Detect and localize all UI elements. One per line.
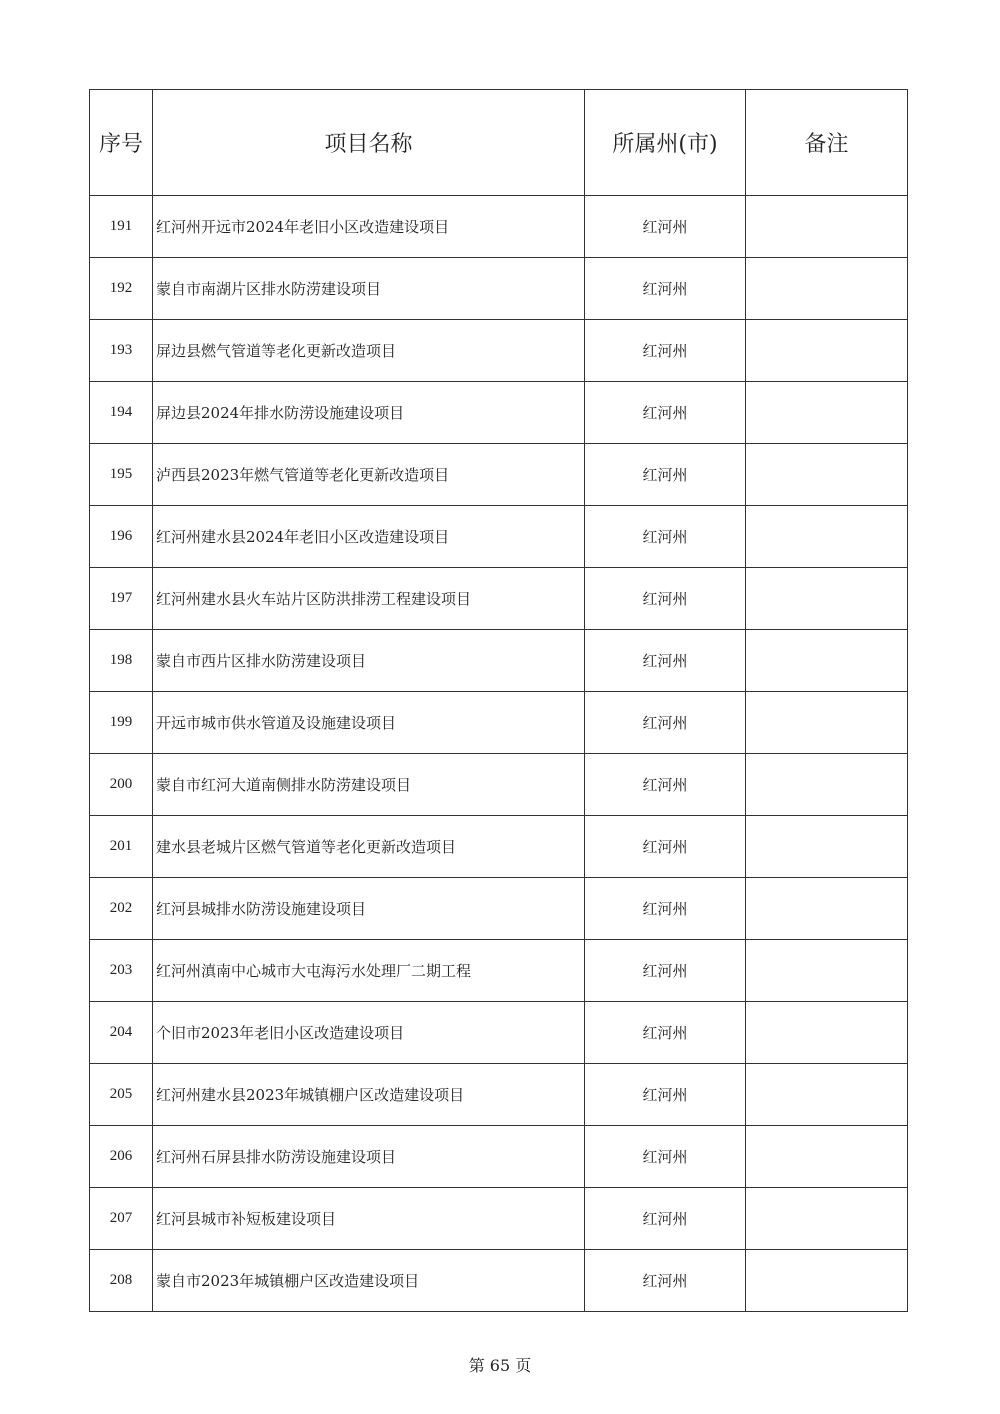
cell-note bbox=[746, 568, 908, 630]
table-row bbox=[90, 320, 908, 382]
table-row bbox=[90, 1188, 908, 1250]
table-row bbox=[90, 258, 908, 320]
cell-note bbox=[746, 444, 908, 506]
cell-prefecture: 红河州 bbox=[585, 258, 746, 320]
table-row bbox=[90, 816, 908, 878]
cell-note bbox=[746, 754, 908, 816]
table-row bbox=[90, 1002, 908, 1064]
cell-note bbox=[746, 878, 908, 940]
cell-serial-number: 205 bbox=[90, 1064, 153, 1126]
cell-note bbox=[746, 1002, 908, 1064]
cell-project-name: 红河县城排水防涝设施建设项目 bbox=[153, 878, 585, 940]
cell-serial-number: 206 bbox=[90, 1126, 153, 1188]
cell-project-name: 蒙自市2023年城镇棚户区改造建设项目 bbox=[153, 1250, 585, 1312]
cell-serial-number: 195 bbox=[90, 444, 153, 506]
cell-serial-number: 204 bbox=[90, 1002, 153, 1064]
cell-serial-number: 196 bbox=[90, 506, 153, 568]
cell-prefecture: 红河州 bbox=[585, 506, 746, 568]
cell-note bbox=[746, 320, 908, 382]
cell-prefecture: 红河州 bbox=[585, 1002, 746, 1064]
table-row bbox=[90, 196, 908, 258]
cell-project-name: 泸西县2023年燃气管道等老化更新改造项目 bbox=[153, 444, 585, 506]
table-row bbox=[90, 692, 908, 754]
cell-project-name: 红河州开远市2024年老旧小区改造建设项目 bbox=[153, 196, 585, 258]
cell-prefecture: 红河州 bbox=[585, 1250, 746, 1312]
header-project-name: 项目名称 bbox=[153, 90, 585, 196]
header-row bbox=[90, 90, 908, 196]
cell-prefecture: 红河州 bbox=[585, 1126, 746, 1188]
table-row bbox=[90, 1250, 908, 1312]
cell-prefecture: 红河州 bbox=[585, 940, 746, 1002]
cell-serial-number: 201 bbox=[90, 816, 153, 878]
table-header bbox=[90, 90, 908, 196]
cell-serial-number: 193 bbox=[90, 320, 153, 382]
table-row bbox=[90, 1126, 908, 1188]
cell-prefecture: 红河州 bbox=[585, 320, 746, 382]
table-body bbox=[90, 196, 908, 1312]
cell-serial-number: 208 bbox=[90, 1250, 153, 1312]
cell-serial-number: 200 bbox=[90, 754, 153, 816]
page-number: 第 65 页 bbox=[468, 1356, 532, 1375]
cell-prefecture: 红河州 bbox=[585, 444, 746, 506]
cell-prefecture: 红河州 bbox=[585, 382, 746, 444]
table-row bbox=[90, 568, 908, 630]
cell-serial-number: 207 bbox=[90, 1188, 153, 1250]
cell-serial-number: 197 bbox=[90, 568, 153, 630]
cell-serial-number: 202 bbox=[90, 878, 153, 940]
table-row bbox=[90, 630, 908, 692]
cell-project-name: 屏边县燃气管道等老化更新改造项目 bbox=[153, 320, 585, 382]
cell-note bbox=[746, 196, 908, 258]
cell-project-name: 建水县老城片区燃气管道等老化更新改造项目 bbox=[153, 816, 585, 878]
cell-project-name: 红河州建水县2023年城镇棚户区改造建设项目 bbox=[153, 1064, 585, 1126]
cell-prefecture: 红河州 bbox=[585, 878, 746, 940]
cell-serial-number: 191 bbox=[90, 196, 153, 258]
cell-project-name: 红河州石屏县排水防涝设施建设项目 bbox=[153, 1126, 585, 1188]
cell-serial-number: 192 bbox=[90, 258, 153, 320]
cell-project-name: 蒙自市红河大道南侧排水防涝建设项目 bbox=[153, 754, 585, 816]
cell-prefecture: 红河州 bbox=[585, 816, 746, 878]
cell-note bbox=[746, 258, 908, 320]
cell-project-name: 蒙自市南湖片区排水防涝建设项目 bbox=[153, 258, 585, 320]
cell-note bbox=[746, 816, 908, 878]
cell-note bbox=[746, 1188, 908, 1250]
project-table bbox=[89, 89, 908, 1312]
cell-project-name: 红河州建水县火车站片区防洪排涝工程建设项目 bbox=[153, 568, 585, 630]
table-row bbox=[90, 1064, 908, 1126]
cell-prefecture: 红河州 bbox=[585, 196, 746, 258]
header-prefecture: 所属州(市) bbox=[585, 90, 746, 196]
cell-serial-number: 199 bbox=[90, 692, 153, 754]
table-row bbox=[90, 506, 908, 568]
cell-prefecture: 红河州 bbox=[585, 1188, 746, 1250]
cell-project-name: 屏边县2024年排水防涝设施建设项目 bbox=[153, 382, 585, 444]
cell-serial-number: 194 bbox=[90, 382, 153, 444]
cell-project-name: 红河县城市补短板建设项目 bbox=[153, 1188, 585, 1250]
cell-note bbox=[746, 506, 908, 568]
cell-serial-number: 203 bbox=[90, 940, 153, 1002]
header-note: 备注 bbox=[746, 90, 908, 196]
cell-project-name: 蒙自市西片区排水防涝建设项目 bbox=[153, 630, 585, 692]
cell-note bbox=[746, 1250, 908, 1312]
cell-prefecture: 红河州 bbox=[585, 630, 746, 692]
table-row bbox=[90, 878, 908, 940]
table-row bbox=[90, 382, 908, 444]
cell-project-name: 红河州建水县2024年老旧小区改造建设项目 bbox=[153, 506, 585, 568]
cell-note bbox=[746, 692, 908, 754]
cell-prefecture: 红河州 bbox=[585, 568, 746, 630]
cell-prefecture: 红河州 bbox=[585, 692, 746, 754]
cell-project-name: 个旧市2023年老旧小区改造建设项目 bbox=[153, 1002, 585, 1064]
cell-serial-number: 198 bbox=[90, 630, 153, 692]
table-row bbox=[90, 754, 908, 816]
cell-prefecture: 红河州 bbox=[585, 1064, 746, 1126]
table-row bbox=[90, 940, 908, 1002]
cell-note bbox=[746, 1064, 908, 1126]
cell-project-name: 红河州滇南中心城市大屯海污水处理厂二期工程 bbox=[153, 940, 585, 1002]
cell-note bbox=[746, 940, 908, 1002]
cell-note bbox=[746, 630, 908, 692]
cell-note bbox=[746, 1126, 908, 1188]
cell-note bbox=[746, 382, 908, 444]
cell-prefecture: 红河州 bbox=[585, 754, 746, 816]
cell-project-name: 开远市城市供水管道及设施建设项目 bbox=[153, 692, 585, 754]
table-row bbox=[90, 444, 908, 506]
header-serial-number: 序号 bbox=[90, 90, 153, 196]
